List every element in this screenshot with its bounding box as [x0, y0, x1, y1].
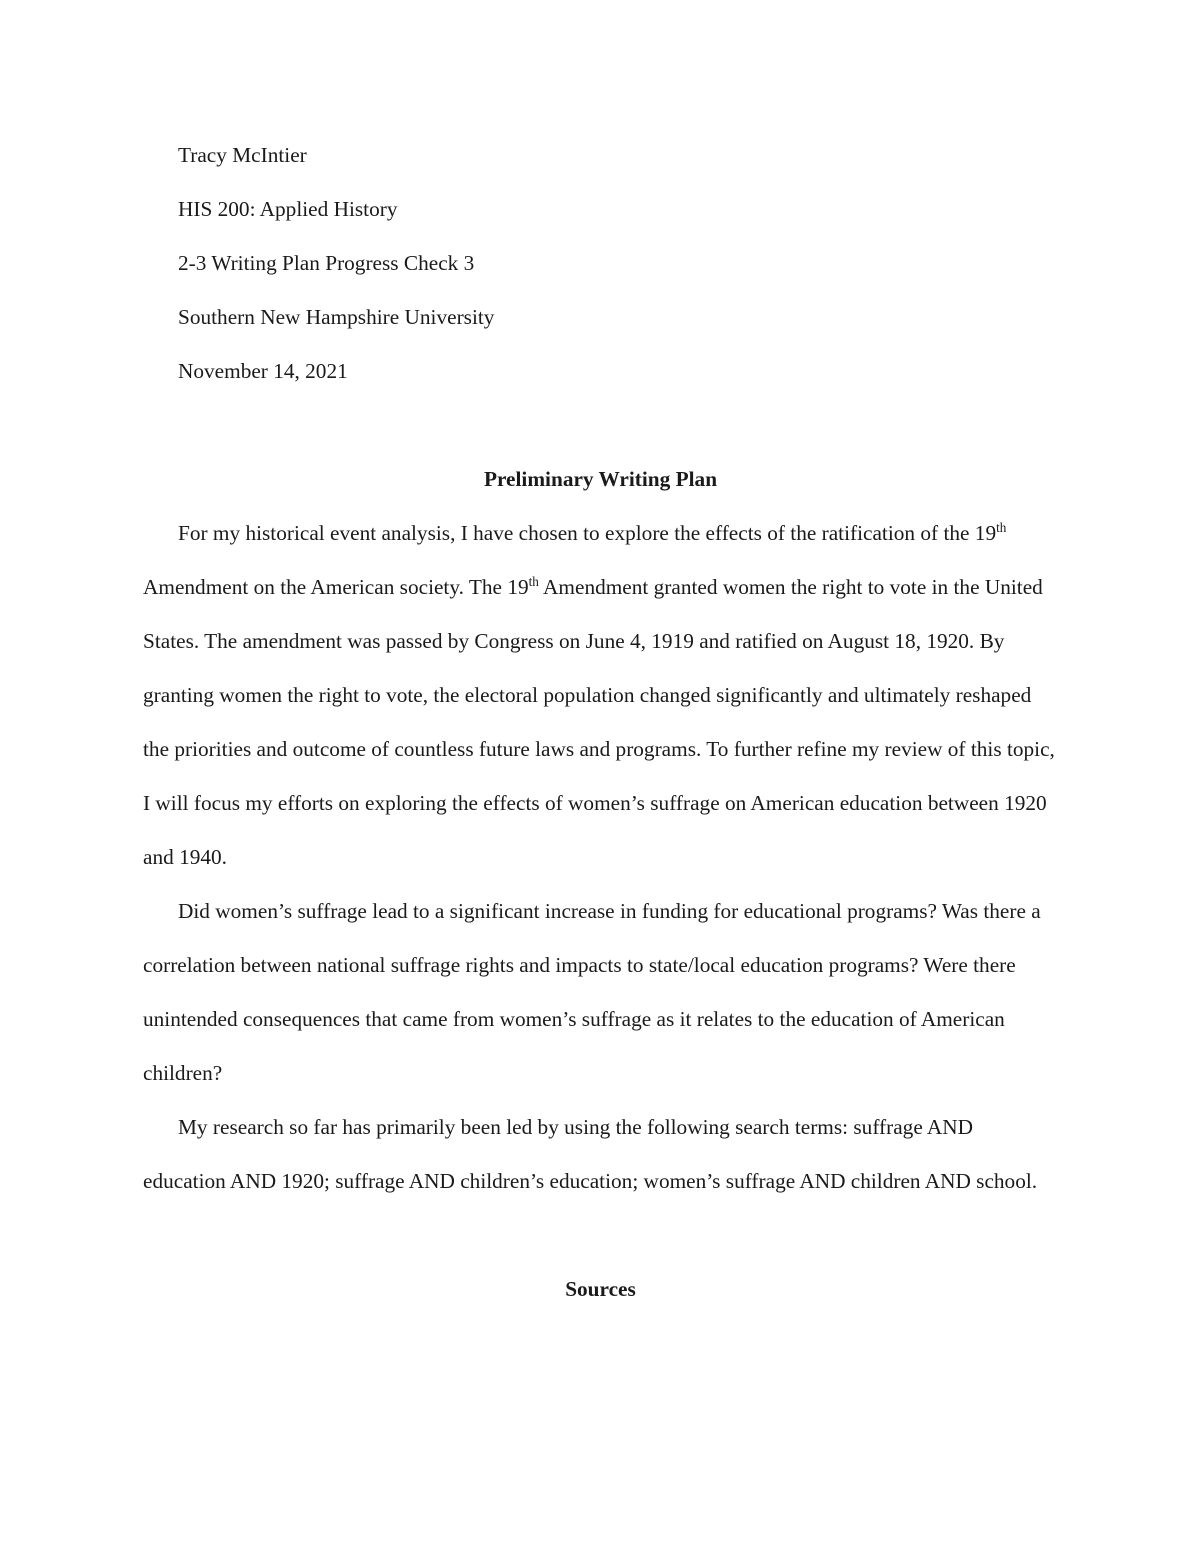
document-date: November 14, 2021: [178, 359, 348, 383]
paragraph-3: My research so far has primarily been led by using the following search terms: suffrage AND education AND 1920; suffrage AND children’s education; women’s suffrage AND children AND school.: [143, 1115, 1038, 1193]
paragraph-1: [143, 506, 1058, 884]
paragraph-1-part-a: For my historical event analysis, I have chosen to explore the effects of the ratification of the 19: [178, 521, 997, 545]
spacer: [143, 1208, 1058, 1262]
university-name: Southern New Hampshire University: [178, 305, 495, 329]
paragraph-2: Did women’s suffrage lead to a significant increase in funding for educational programs? Was there a correlation between national suffrage rights and impacts to state/local education programs? Were there unintended consequences that came from women’s suffrage as it relates to the education of American children?: [143, 899, 1041, 1085]
assignment-title: 2-3 Writing Plan Progress Check 3: [178, 251, 475, 275]
paragraph-1-part-c: Amendment granted women the right to vote in the United States. The amendment was passed by Congress on June 4, 1919 and ratified on August 18, 1920. By granting women the right to vote, the electoral population changed significantly and ultimately reshaped the priorities and outcome of countless future laws and programs. To further refine my review of this topic, I will focus my efforts on exploring the effects of women’s suffrage on American education between 1920 and 1940.: [143, 575, 1055, 869]
superscript-th: th: [528, 574, 539, 590]
document-content: [143, 128, 1058, 1316]
course-name: HIS 200: Applied History: [178, 197, 398, 221]
paragraph-1-part-b: Amendment on the American society. The 19: [143, 575, 529, 599]
author-name: Tracy McIntier: [178, 143, 307, 167]
superscript-th: th: [996, 520, 1007, 536]
section-heading-sources: Sources: [565, 1277, 636, 1301]
spacer: [143, 398, 1058, 452]
section-heading-writing-plan: Preliminary Writing Plan: [483, 467, 718, 491]
